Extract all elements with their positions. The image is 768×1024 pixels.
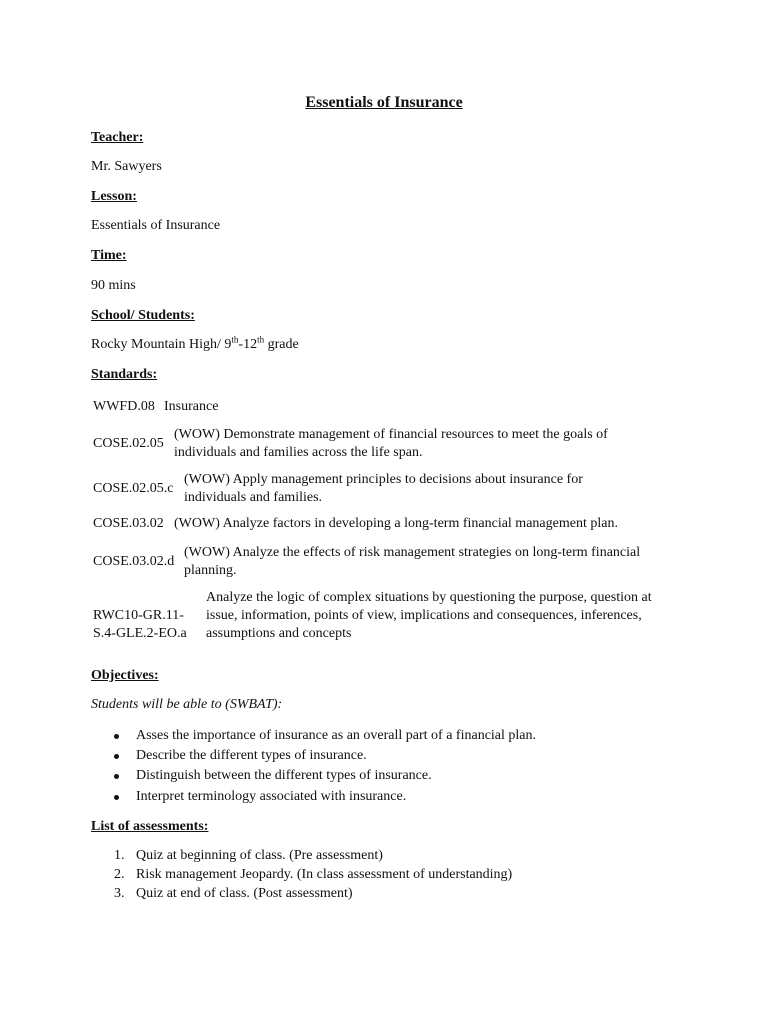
standard-code: WWFD.08 <box>93 399 155 414</box>
bullet-icon <box>114 754 119 759</box>
objective-text: Asses the importance of insurance as an overall part of a financial plan. <box>136 728 537 743</box>
objective-text: Interpret terminology associated with insurance. <box>136 789 407 804</box>
standard-code: COSE.02.05.c <box>93 481 174 496</box>
standards-heading: Standards: <box>91 367 158 382</box>
standard-description: Analyze the logic of complex situations by questioning the purpose, question at issue, information, points of view, implications and consequences, inferences, assumptions and concepts <box>206 590 652 641</box>
assessments-heading: List of assessments: <box>91 819 209 834</box>
assessment-text: Quiz at end of class. (Post assessment) <box>136 886 353 901</box>
objective-text: Distinguish between the different types of insurance. <box>136 768 432 783</box>
school-sup-start: th <box>231 334 239 345</box>
assessment-number: 3. <box>114 886 125 901</box>
teacher-value: Mr. Sawyers <box>91 159 162 174</box>
objectives-intro: Students will be able to (SWBAT): <box>91 697 283 712</box>
standard-code: COSE.03.02 <box>93 516 164 531</box>
assessment-number: 2. <box>114 867 125 882</box>
objective-text: Describe the different types of insurance. <box>136 748 367 763</box>
standard-description: (WOW) Demonstrate management of financial resources to meet the goals of individuals and families across the life span. <box>174 427 608 460</box>
standard-description: (WOW) Apply management principles to decisions about insurance for individuals and families. <box>184 472 583 505</box>
standard-description: (WOW) Analyze the effects of risk management strategies on long-term financial planning. <box>184 545 641 578</box>
standard-code: S.4-GLE.2-EO.a <box>93 626 187 641</box>
time-value: 90 mins <box>91 278 136 293</box>
assessment-number: 1. <box>114 848 125 863</box>
standard-code: COSE.03.02.d <box>93 554 175 569</box>
bullet-icon <box>114 795 119 800</box>
school-prefix: Rocky Mountain High/ 9 <box>91 337 232 352</box>
school-value <box>91 336 299 354</box>
lesson-value: Essentials of Insurance <box>91 218 221 233</box>
document-title: Essentials of Insurance <box>305 94 463 111</box>
standard-description: Insurance <box>164 399 219 414</box>
school-middle: -12 <box>238 337 258 352</box>
standard-code: COSE.02.05 <box>93 436 164 451</box>
assessment-text: Risk management Jeopardy. (In class assessment of understanding) <box>136 867 513 882</box>
school-sup-end: th <box>257 334 265 345</box>
school-heading: School/ Students: <box>91 308 195 323</box>
assessment-text: Quiz at beginning of class. (Pre assessment) <box>136 848 383 863</box>
bullet-icon <box>114 774 119 779</box>
objectives-heading: Objectives: <box>91 668 159 683</box>
bullet-icon <box>114 734 119 739</box>
lesson-heading: Lesson: <box>91 189 137 204</box>
teacher-heading: Teacher: <box>91 130 144 145</box>
time-heading: Time: <box>91 248 127 263</box>
school-suffix: grade <box>264 337 299 352</box>
standard-description: (WOW) Analyze factors in developing a long-term financial management plan. <box>174 516 618 531</box>
standard-code: RWC10-GR.11- <box>93 608 184 623</box>
